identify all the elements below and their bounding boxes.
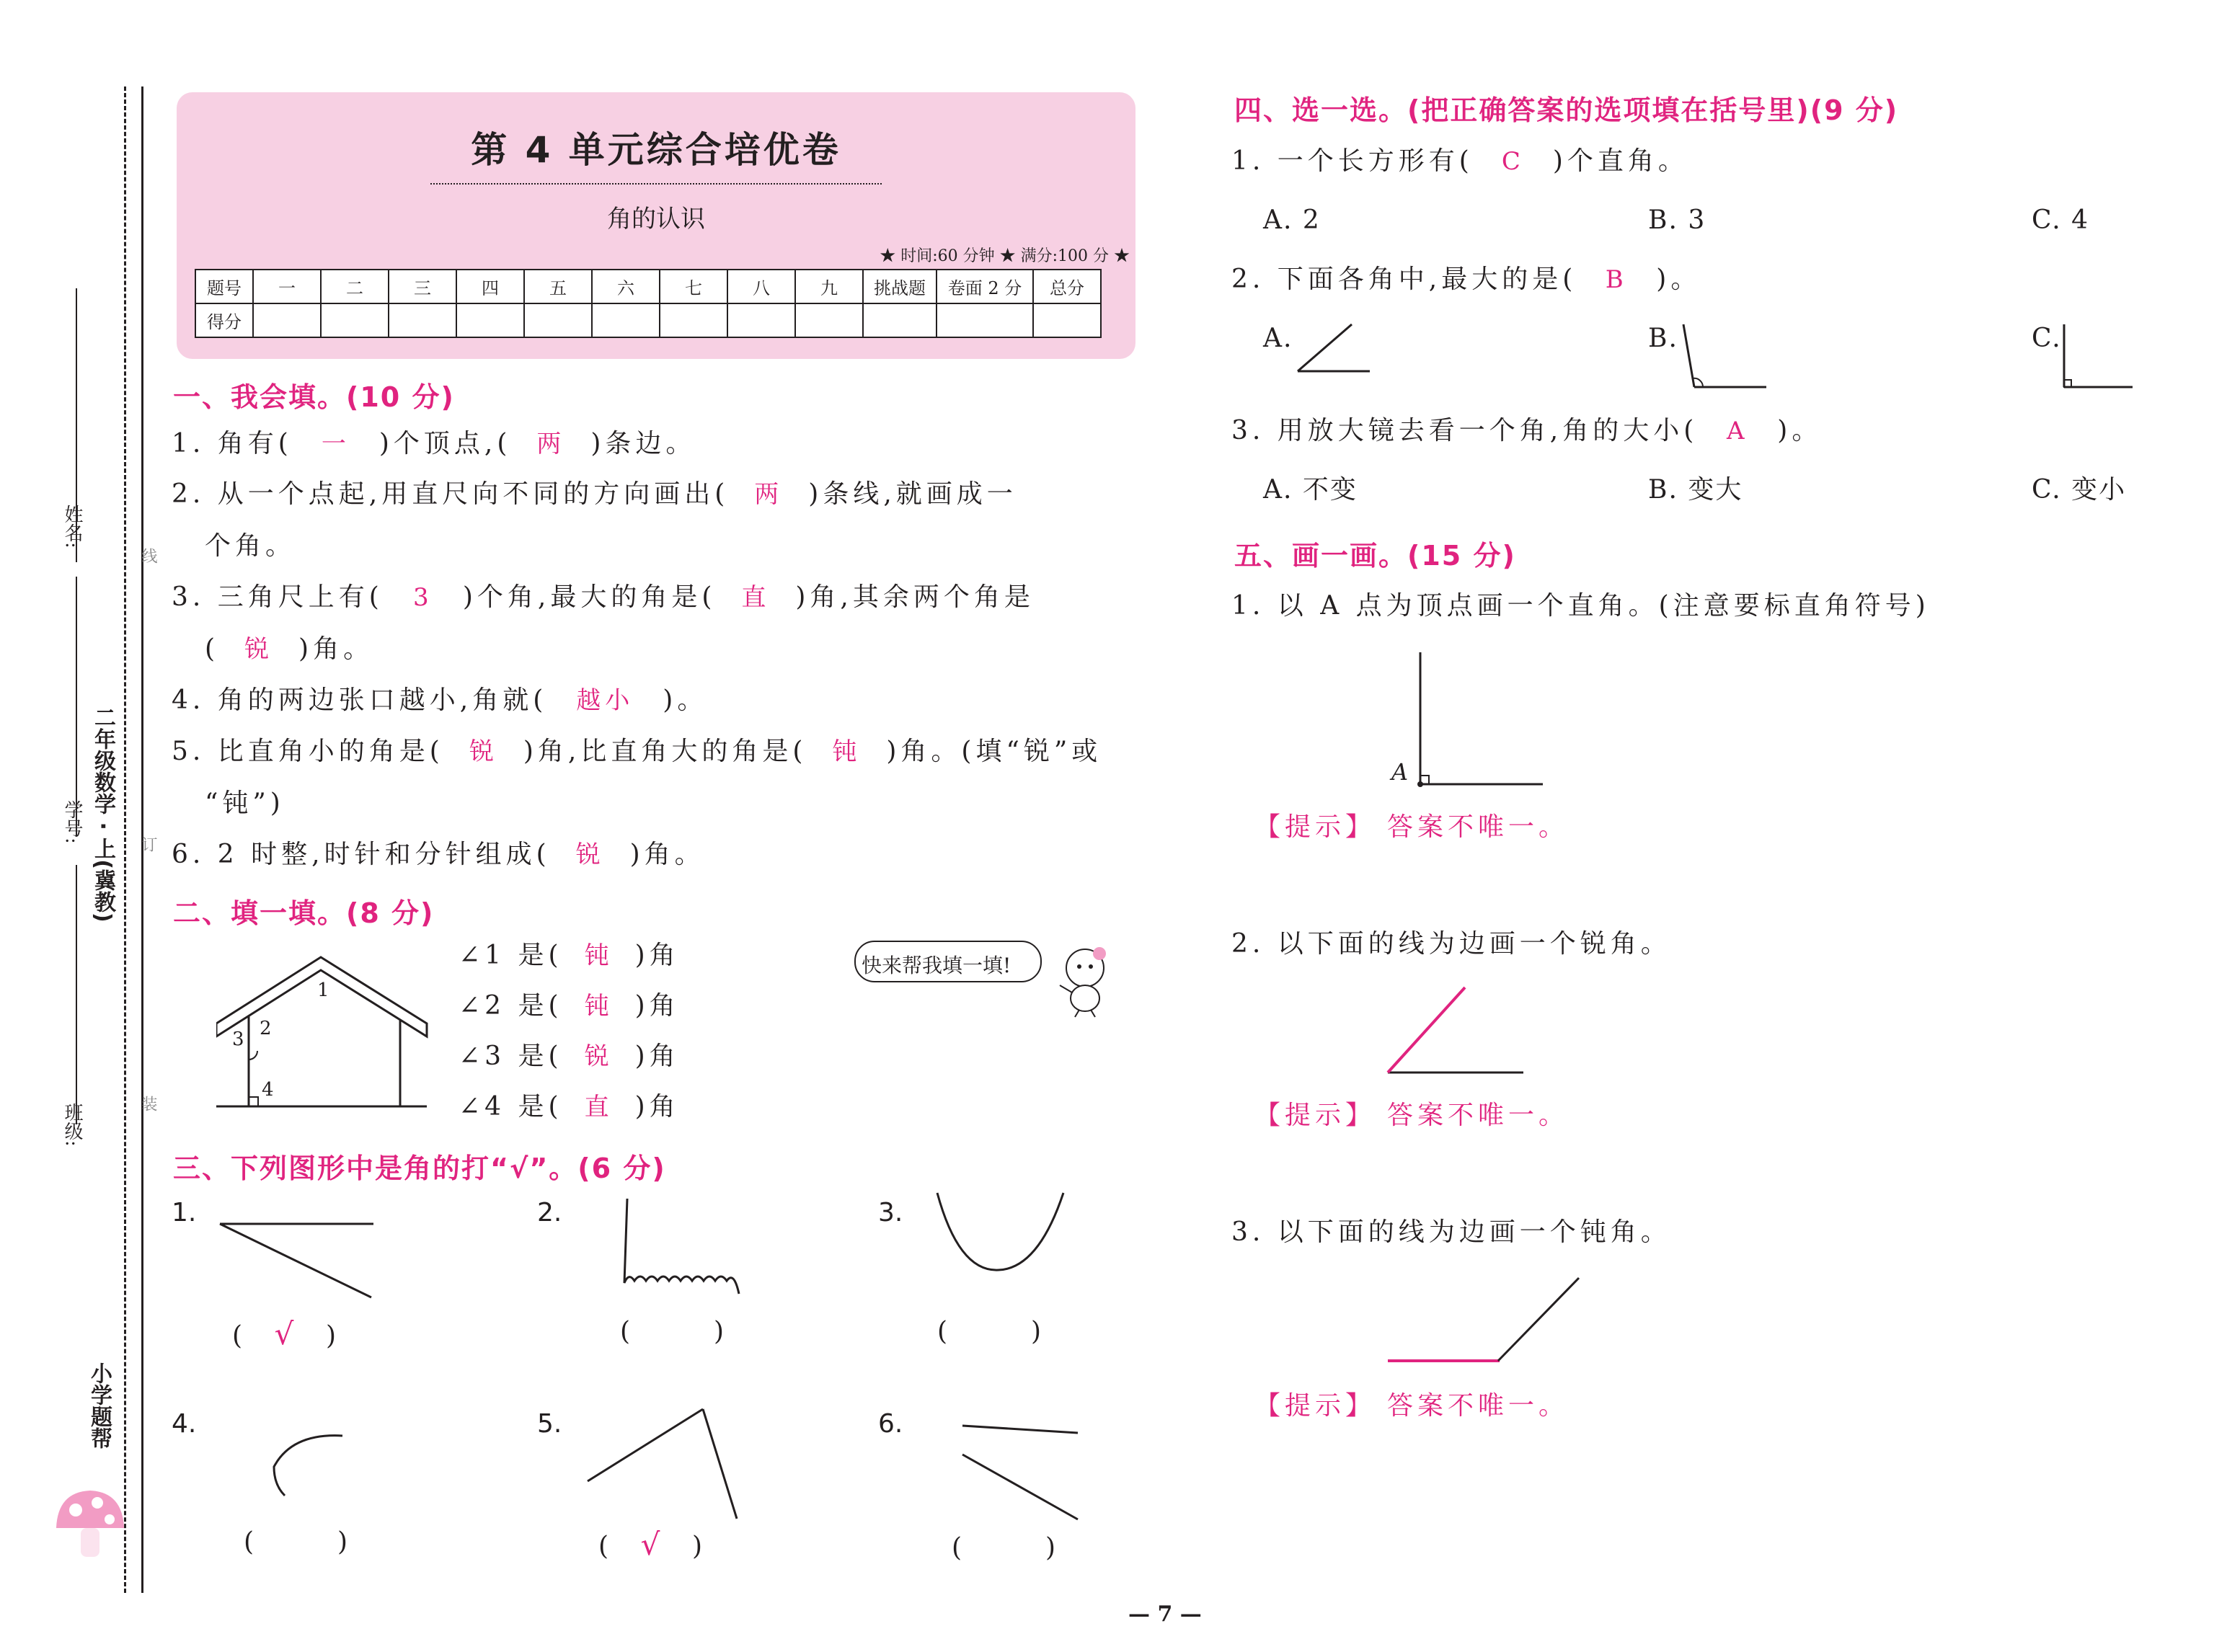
score-cell: 八 [727, 270, 795, 303]
section4-heading: 四、选一选。(把正确答案的选项填在括号里)(9 分) [1234, 94, 1899, 126]
s5-q2: 2. 以下面的线为边画一个锐角。 [1231, 929, 1671, 959]
score-cell: 一 [253, 270, 321, 303]
s4-q3-text-b: )。 [1777, 416, 1823, 445]
s4-q3-opt-b[interactable]: B. 变大 [1648, 475, 1743, 505]
s3-figure-6 [952, 1413, 1089, 1528]
score-cell: 三 [389, 270, 456, 303]
s2-item-answer[interactable]: 钝 [584, 941, 614, 970]
s1-q4-answer[interactable]: 越小 [576, 686, 634, 715]
score-table-score-row [195, 303, 1101, 337]
s2-item-text-b: )角 [634, 1042, 680, 1071]
class-label: 班级: [61, 1103, 83, 1147]
s3-paren-4 [244, 1529, 352, 1555]
s4-q2-text-a: 2. 下面各角中,最大的是( [1231, 265, 1577, 294]
s2-item-text-a: ∠4 是( [459, 1092, 563, 1122]
s2-item-4 [459, 1094, 680, 1120]
s5-right-angle-drawing[interactable] [1384, 649, 1550, 793]
s3-num-4: 4. [172, 1409, 197, 1439]
s1-q3-text-c: )角,其余两个角是 [795, 582, 1035, 612]
s1-q6-text-a: 6. 2 时整,时针和分针组成( [172, 840, 551, 869]
s4-q2-opt-a[interactable]: A. [1263, 324, 1293, 353]
s2-item-answer[interactable]: 直 [584, 1093, 614, 1122]
s5-q3: 3. 以下面的线为边画一个钝角。 [1231, 1217, 1671, 1247]
s1-q1-text-b: )个顶点,( [378, 429, 512, 458]
seal-char-3: 装 [139, 1096, 157, 1111]
score-cell: 五 [524, 270, 592, 303]
figure-label-3: 3 [232, 1029, 244, 1050]
s1-q5-text-a: 5. 比直角小的角是( [172, 737, 444, 766]
house-figure [216, 951, 433, 1117]
figure-label-2: 2 [260, 1018, 272, 1039]
s1-q3-answer2[interactable]: 直 [741, 583, 771, 612]
hint-text: 答案不唯一。 [1387, 1391, 1569, 1421]
hint-tag: 【提示】 [1254, 812, 1376, 842]
s1-q1-text-c: )条边。 [590, 429, 696, 458]
score-input-cell[interactable] [321, 303, 389, 337]
s3-figure-3 [930, 1189, 1074, 1276]
s1-q3-text-a: 3. 三角尺上有( [172, 582, 384, 612]
score-input-cell[interactable] [863, 303, 937, 337]
s4-q3-answer[interactable]: A [1727, 417, 1749, 445]
s1-q2-text-b: )条线,就画成一 [808, 479, 1017, 509]
paren-open: ( [598, 1532, 614, 1561]
score-input-cell[interactable] [456, 303, 524, 337]
student-no-underline [76, 577, 77, 836]
paren-close: ) [692, 1532, 707, 1561]
page-subtitle: 角的认识 [607, 205, 705, 234]
s1-q4-text-b: )。 [663, 685, 708, 715]
s1-q3-answer3[interactable]: 锐 [244, 635, 274, 664]
header-box [177, 92, 1135, 359]
s5-hint-1 [1254, 814, 1569, 840]
score-input-cell[interactable] [524, 303, 592, 337]
s3-figure-1 [216, 1211, 382, 1305]
s1-q5-answer1[interactable]: 锐 [469, 737, 498, 766]
class-underline [76, 865, 77, 1124]
time-info: ★ 时间:60 分钟 ★ 满分:100 分 ★ [880, 247, 1130, 265]
s1-q3-text-e: )角。 [298, 634, 374, 664]
s4-q3-opt-c[interactable]: C. 变小 [2032, 475, 2127, 505]
s1-q1-text-a: 1. 角有( [172, 429, 293, 458]
figure-label-1: 1 [317, 980, 329, 1001]
section5-heading: 五、画一画。(15 分) [1234, 540, 1516, 572]
s3-num-6: 6. [878, 1409, 903, 1439]
s3-answer-5[interactable]: √ [640, 1527, 665, 1562]
score-input-cell[interactable] [1033, 303, 1101, 337]
s4-angle-a [1294, 321, 1373, 375]
score-input-cell[interactable] [937, 303, 1033, 337]
s1-q4-text-a: 4. 角的两边张口越小,角就( [172, 685, 548, 715]
s2-item-text-a: ∠3 是( [459, 1042, 563, 1071]
s2-item-text-b: )角 [634, 941, 680, 970]
paren-close: ) [1045, 1533, 1061, 1563]
paren-close: ) [714, 1317, 729, 1346]
s1-q6-text-b: )角。 [629, 840, 705, 869]
score-table [195, 269, 1102, 338]
s2-item-text-b: )角 [634, 991, 680, 1021]
section2-heading: 二、填一填。(8 分) [173, 897, 435, 929]
s2-item-1 [459, 943, 680, 969]
score-input-cell[interactable] [592, 303, 660, 337]
s4-q1 [1231, 148, 1688, 174]
s2-item-3 [459, 1044, 680, 1070]
paren-open: ( [620, 1317, 635, 1346]
s1-q2 [172, 481, 1017, 507]
s4-q3 [1231, 418, 1822, 444]
s4-q2-opt-b[interactable]: B. [1648, 324, 1678, 353]
grade-label: 二年级数学 · 上(冀教) [90, 706, 115, 923]
s4-q2 [1231, 267, 1701, 293]
title-rule [430, 183, 882, 185]
s1-q4 [172, 685, 708, 715]
s4-q3-text-a: 3. 用放大镜去看一个角,角的大小( [1231, 416, 1699, 445]
s3-answer-1[interactable]: √ [274, 1316, 298, 1351]
hint-text: 答案不唯一。 [1387, 812, 1569, 842]
s3-paren-1 [232, 1316, 341, 1351]
s1-q5-line2: “钝”) [205, 789, 285, 818]
paren-open: ( [952, 1533, 967, 1563]
score-cell: 题号 [195, 270, 253, 303]
page-title: 第 4 单元综合培优卷 [471, 129, 841, 171]
mascot-icon [1049, 941, 1128, 1020]
s1-q5 [172, 739, 1102, 765]
s4-q1-text-b: )个直角。 [1552, 146, 1688, 176]
score-cell: 四 [456, 270, 524, 303]
s4-q2-opt-c[interactable]: C. [2032, 324, 2062, 353]
s1-q5-answer2[interactable]: 钝 [832, 737, 862, 766]
s3-figure-2 [613, 1193, 757, 1301]
s4-angle-c [2060, 321, 2140, 393]
speech-bubble-text: 快来帮我填一填! [862, 954, 1011, 977]
mushroom-logo [50, 1478, 130, 1564]
s3-num-1: 1. [172, 1198, 197, 1227]
s3-num-3: 3. [878, 1198, 903, 1227]
s1-q6-answer[interactable]: 锐 [575, 840, 605, 869]
s5-obtuse-angle-drawing[interactable] [1384, 1274, 1586, 1368]
s1-q3-text-b: )个角,最大的角是( [462, 582, 717, 612]
s5-hint-3 [1254, 1393, 1569, 1419]
hint-tag: 【提示】 [1254, 1101, 1376, 1130]
score-input-cell[interactable] [727, 303, 795, 337]
student-no-label: 学号: [61, 800, 83, 844]
s1-q3-line2 [205, 636, 373, 662]
s4-angle-b [1676, 321, 1770, 393]
score-row-label: 得分 [195, 303, 253, 337]
hint-text: 答案不唯一。 [1387, 1101, 1569, 1130]
s1-q1-answer1[interactable]: 一 [321, 430, 350, 458]
section3-heading: 三、下列图形中是角的打“√”。(6 分) [173, 1153, 666, 1184]
paren-close: ) [1031, 1317, 1046, 1346]
s3-figure-5 [584, 1402, 750, 1524]
s3-paren-3 [937, 1319, 1045, 1345]
s2-item-answer[interactable]: 锐 [584, 1042, 614, 1071]
score-input-cell[interactable] [253, 303, 321, 337]
s3-paren-5 [598, 1529, 707, 1560]
score-cell: 卷面 2 分 [937, 270, 1033, 303]
s1-q2-text-a: 2. 从一个点起,用直尺向不同的方向画出( [172, 479, 730, 509]
s2-item-text-b: )角 [634, 1092, 680, 1122]
s1-q5-text-b: )角,比直角大的角是( [523, 737, 807, 766]
score-cell: 挑战题 [863, 270, 937, 303]
s4-q1-opt-a[interactable]: A. 2 [1263, 205, 1321, 235]
score-cell: 九 [795, 270, 863, 303]
s1-q5-text-c: )角。(填“锐”或 [886, 737, 1102, 766]
s2-item-text-a: ∠2 是( [459, 991, 563, 1021]
s5-hint-2 [1254, 1103, 1569, 1129]
s3-paren-2 [620, 1319, 728, 1345]
s1-q2-answer[interactable]: 两 [754, 480, 784, 509]
figure-label-4: 4 [262, 1079, 274, 1101]
s5-acute-angle-drawing[interactable] [1384, 984, 1528, 1078]
score-cell: 总分 [1033, 270, 1101, 303]
s5-q1: 1. 以 A 点为顶点画一个直角。(注意要标直角符号) [1231, 591, 1930, 621]
s2-item-2 [459, 993, 680, 1019]
s4-q2-answer[interactable]: B [1605, 265, 1628, 294]
s4-q3-opt-a[interactable]: A. 不变 [1263, 475, 1358, 505]
page-number: — 7 — [1128, 1602, 1202, 1627]
s1-q1 [172, 431, 696, 457]
s4-q1-answer[interactable]: C [1501, 147, 1525, 176]
s1-q2-line2: 个角。 [205, 531, 296, 561]
s4-q1-opt-b[interactable]: B. 3 [1648, 205, 1706, 235]
s1-q6 [172, 842, 705, 868]
binding-dash-line [124, 86, 126, 1593]
hint-tag: 【提示】 [1254, 1391, 1376, 1421]
s1-q1-answer2[interactable]: 两 [536, 430, 566, 458]
s1-q3-text-d: ( [205, 634, 220, 664]
s2-item-text-a: ∠1 是( [459, 941, 563, 970]
paren-open: ( [232, 1321, 247, 1351]
s3-num-5: 5. [537, 1409, 562, 1439]
score-cell: 六 [592, 270, 660, 303]
score-table-header-row [195, 270, 1101, 303]
paren-open: ( [937, 1317, 952, 1346]
s3-num-2: 2. [537, 1198, 562, 1227]
brand-label: 小学题帮 [87, 1362, 112, 1449]
section1-heading: 一、我会填。(10 分) [173, 381, 455, 413]
s1-q3 [172, 582, 1035, 612]
name-label: 姓名: [61, 505, 83, 549]
s3-paren-6 [952, 1535, 1060, 1561]
score-cell: 七 [660, 270, 727, 303]
score-input-cell[interactable] [389, 303, 456, 337]
score-input-cell[interactable] [660, 303, 727, 337]
s3-figure-4 [263, 1427, 357, 1506]
paren-close: ) [326, 1321, 341, 1351]
seal-char-1: 线 [139, 548, 157, 564]
s1-q3-answer1[interactable]: 3 [413, 583, 433, 612]
s4-q1-opt-c[interactable]: C. 4 [2032, 205, 2090, 235]
s4-q2-text-b: )。 [1656, 265, 1701, 294]
score-cell: 二 [321, 270, 389, 303]
s4-q1-text-a: 1. 一个长方形有( [1231, 146, 1474, 176]
point-a-label: A [1391, 758, 1409, 786]
s2-item-answer[interactable]: 钝 [584, 992, 614, 1021]
paren-close: ) [337, 1527, 353, 1557]
paren-open: ( [244, 1527, 259, 1557]
seal-char-2: 订 [139, 836, 157, 852]
score-input-cell[interactable] [795, 303, 863, 337]
